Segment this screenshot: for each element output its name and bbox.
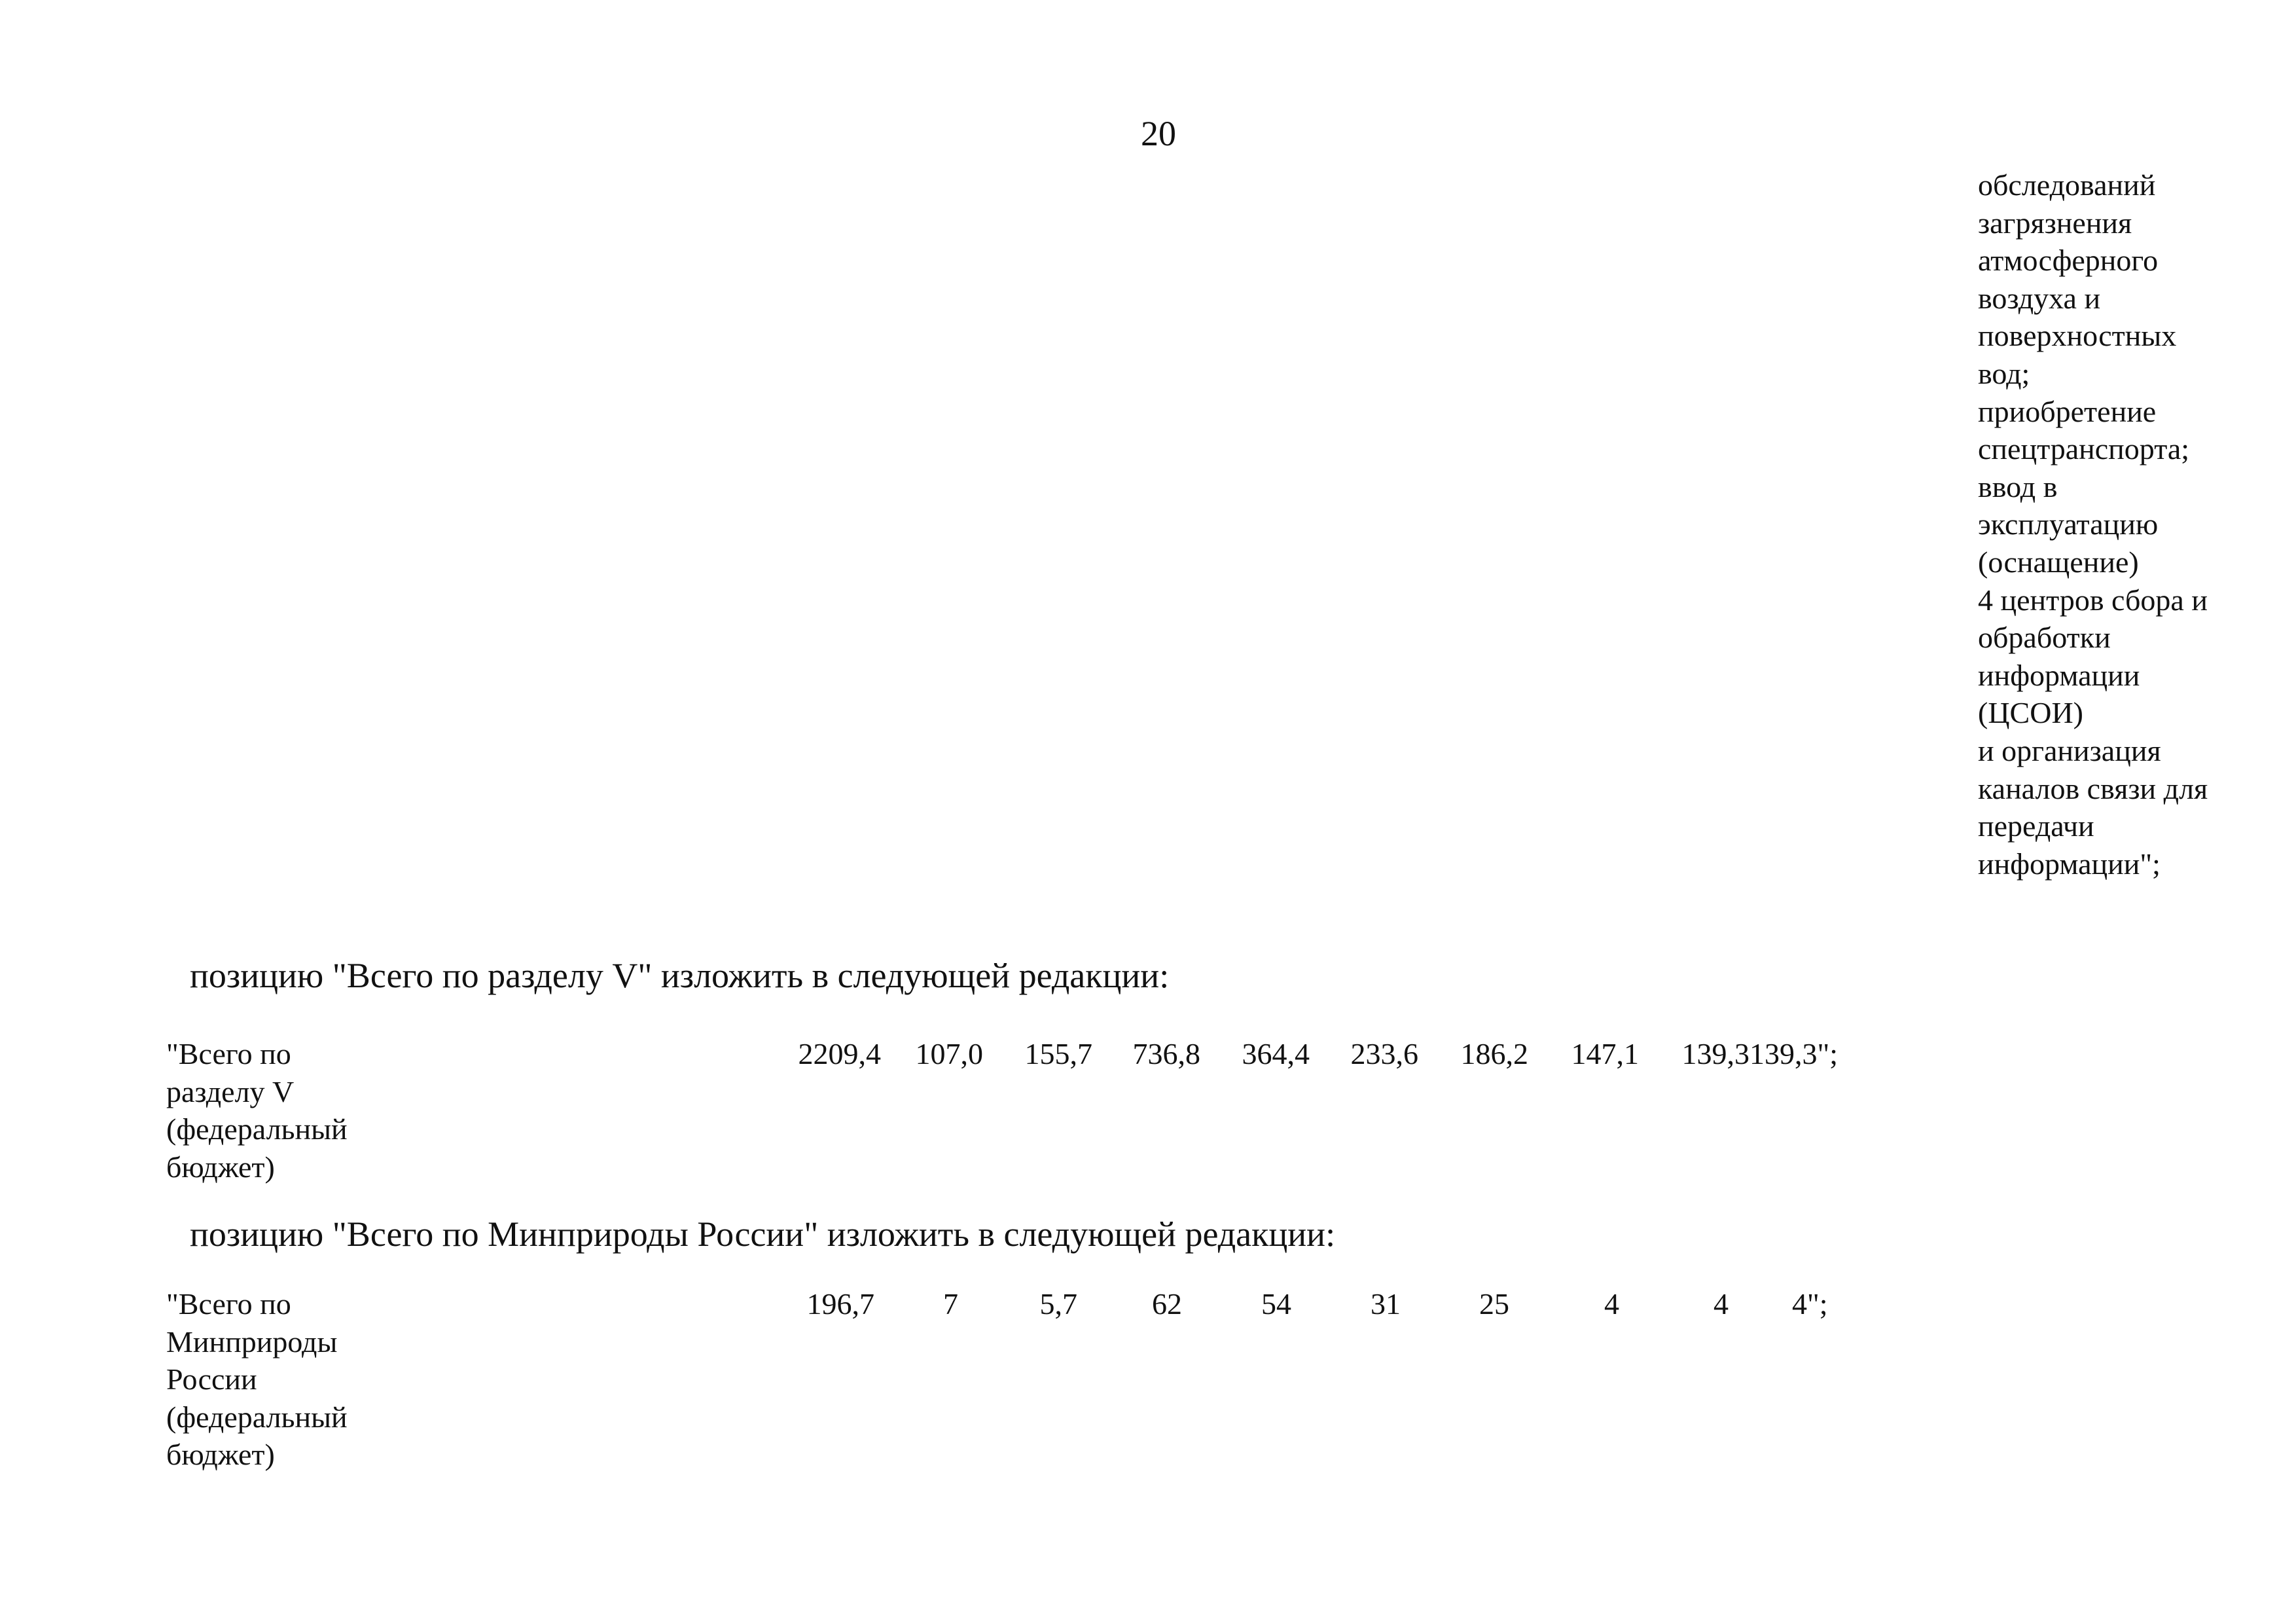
value-cell: 155,7 <box>1024 1037 1092 1070</box>
value-cell: 139,3"; <box>1749 1037 1839 1070</box>
value-cell: 186,2 <box>1460 1037 1528 1070</box>
continuation-text <box>1978 166 2253 883</box>
row-label-line: Минприроды <box>166 1324 338 1359</box>
value-row <box>0 1285 2296 1324</box>
continuation-line: приобретение <box>1978 394 2157 428</box>
row-label-line: (федеральный <box>166 1400 348 1434</box>
value-cell: 4 <box>1713 1287 1729 1321</box>
value-cell: 4 <box>1604 1287 1619 1321</box>
continuation-line: спецтранспорта; <box>1978 432 2190 466</box>
value-cell: 196,7 <box>806 1287 874 1321</box>
continuation-line: (оснащение) <box>1978 545 2139 579</box>
value-cell: 31 <box>1371 1287 1401 1321</box>
continuation-line: вод; <box>1978 356 2030 390</box>
value-cell: 54 <box>1261 1287 1291 1321</box>
continuation-line: каналов связи для <box>1978 771 2208 805</box>
value-cell: 147,1 <box>1571 1037 1639 1070</box>
value-cell: 62 <box>1152 1287 1182 1321</box>
continuation-line: обработки <box>1978 621 2111 655</box>
continuation-line: (ЦСОИ) <box>1978 696 2083 730</box>
row-label-line: "Всего по <box>166 1287 291 1321</box>
continuation-line: 4 центров сбора и <box>1978 583 2208 617</box>
value-cell: 5,7 <box>1039 1287 1077 1321</box>
value-cell: 2209,4 <box>798 1037 881 1070</box>
row-label-line: (федеральный <box>166 1112 348 1146</box>
value-cell: 25 <box>1479 1287 1509 1321</box>
continuation-line: информации <box>1978 658 2140 692</box>
continuation-line: загрязнения <box>1978 206 2132 240</box>
value-cell: 107,0 <box>915 1037 983 1070</box>
continuation-line: передачи <box>1978 809 2094 843</box>
continuation-line: информации"; <box>1978 847 2161 881</box>
row-label-line: бюджет) <box>166 1438 275 1472</box>
continuation-line: и организация <box>1978 733 2161 767</box>
value-cell: 736,8 <box>1132 1037 1200 1070</box>
continuation-line: поверхностных <box>1978 319 2177 353</box>
page-number: 20 <box>1141 114 1176 153</box>
row-label-line: "Всего по <box>166 1037 291 1070</box>
value-cell: 233,6 <box>1350 1037 1418 1070</box>
continuation-line: воздуха и <box>1978 281 2101 315</box>
row-label-line: России <box>166 1362 257 1396</box>
continuation-line: обследований <box>1978 168 2156 202</box>
continuation-line: ввод в <box>1978 469 2058 503</box>
value-cell: 7 <box>943 1287 958 1321</box>
value-row <box>0 1035 2296 1074</box>
section-instruction: позицию "Всего по разделу V" изложить в следующей редакции: <box>190 956 1170 995</box>
continuation-line: эксплуатацию <box>1978 507 2159 541</box>
value-cell: 139,3 <box>1681 1037 1749 1070</box>
row-label-line: бюджет) <box>166 1150 275 1184</box>
row-label-line: разделу V <box>166 1074 295 1108</box>
value-cell: 4"; <box>1792 1287 1828 1321</box>
value-cell: 364,4 <box>1242 1037 1310 1070</box>
continuation-line: атмосферного <box>1978 244 2159 278</box>
section-instruction: позицию "Всего по Минприроды России" изложить в следующей редакции: <box>190 1214 1336 1254</box>
